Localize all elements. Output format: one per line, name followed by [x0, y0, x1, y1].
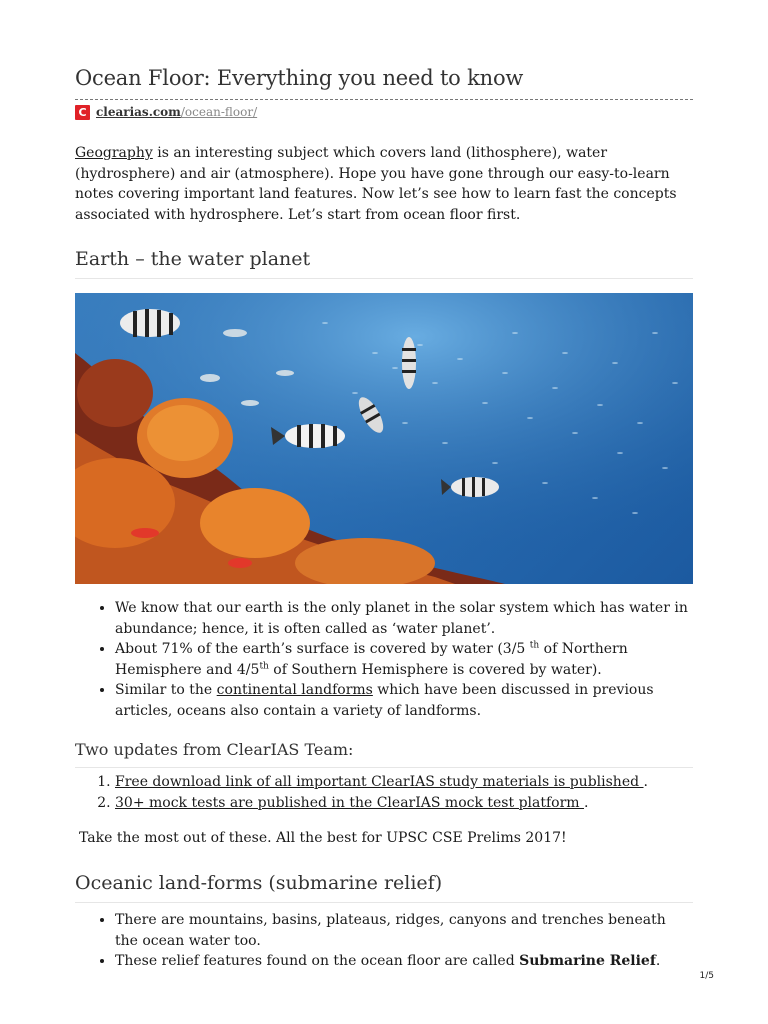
submarine-relief-term: Submarine Relief: [519, 953, 656, 969]
list-item: 2. 30+ mock tests are published in the ClearIAS mock test platform .: [115, 793, 693, 814]
updates-list: [75, 772, 693, 813]
coral-reef-illustration: [75, 293, 693, 584]
source-line: [75, 104, 257, 120]
mock-tests-link[interactable]: 30+ mock tests are published in the ClearIAS mock test platform: [115, 794, 585, 811]
oceanic-landforms-list: [75, 910, 693, 972]
geography-link[interactable]: Geography: [75, 145, 153, 161]
list-item: • There are mountains, basins, plateaus, ridges, canyons and trenches beneath the ocean water too.: [115, 910, 693, 951]
list-item: • These relief features found on the ocean floor are called Submarine Relief.: [115, 951, 693, 972]
page-number: 1/5: [699, 971, 714, 981]
study-materials-link[interactable]: Free download link of all important ClearIAS study materials is published: [115, 774, 644, 790]
intro-paragraph: [75, 143, 693, 225]
heading-oceanic-landforms: Oceanic land-forms (submarine relief): [75, 872, 693, 903]
list-item: • Similar to the continental landforms which have been discussed in previous articles, oceans also contain a variety of landforms.: [115, 680, 693, 721]
article-title: Ocean Floor: Everything you need to know: [75, 66, 524, 90]
list-item: • About 71% of the earth’s surface is covered by water (3/5 $^{th}$ of Northern Hemisphere and 4/5th of Southern Hemisphere is covered by water).: [115, 639, 693, 680]
coral-reef-photo: [75, 293, 693, 584]
intro-text: is an interesting subject which covers land (lithosphere), water (hydrosphere) and air (atmosphere). Hope you have gone through our easy-to-learn notes covering important land features. Now let’s see how to learn fast the concepts associated with hydrosphere. Let’s start from ocean floor first.: [75, 145, 677, 223]
continental-landforms-link[interactable]: continental landforms: [216, 682, 373, 698]
source-path-link[interactable]: /ocean-floor/: [180, 105, 258, 119]
heading-earth-water-planet: Earth – the water planet: [75, 248, 693, 279]
heading-updates: Two updates from ClearIAS Team:: [75, 740, 693, 768]
closing-paragraph: Take the most out of these. All the best for UPSC CSE Prelims 2017!: [79, 830, 567, 846]
title-divider: [75, 99, 693, 100]
clearias-logo-icon: C: [75, 105, 90, 120]
list-item: • We know that our earth is the only planet in the solar system which has water in abundance; hence, it is often called as ‘water planet’.: [115, 598, 693, 639]
earth-facts-list: [75, 598, 693, 721]
list-item: 1. Free download link of all important ClearIAS study materials is published .: [115, 772, 693, 793]
source-domain-link[interactable]: clearias.com: [96, 105, 181, 119]
